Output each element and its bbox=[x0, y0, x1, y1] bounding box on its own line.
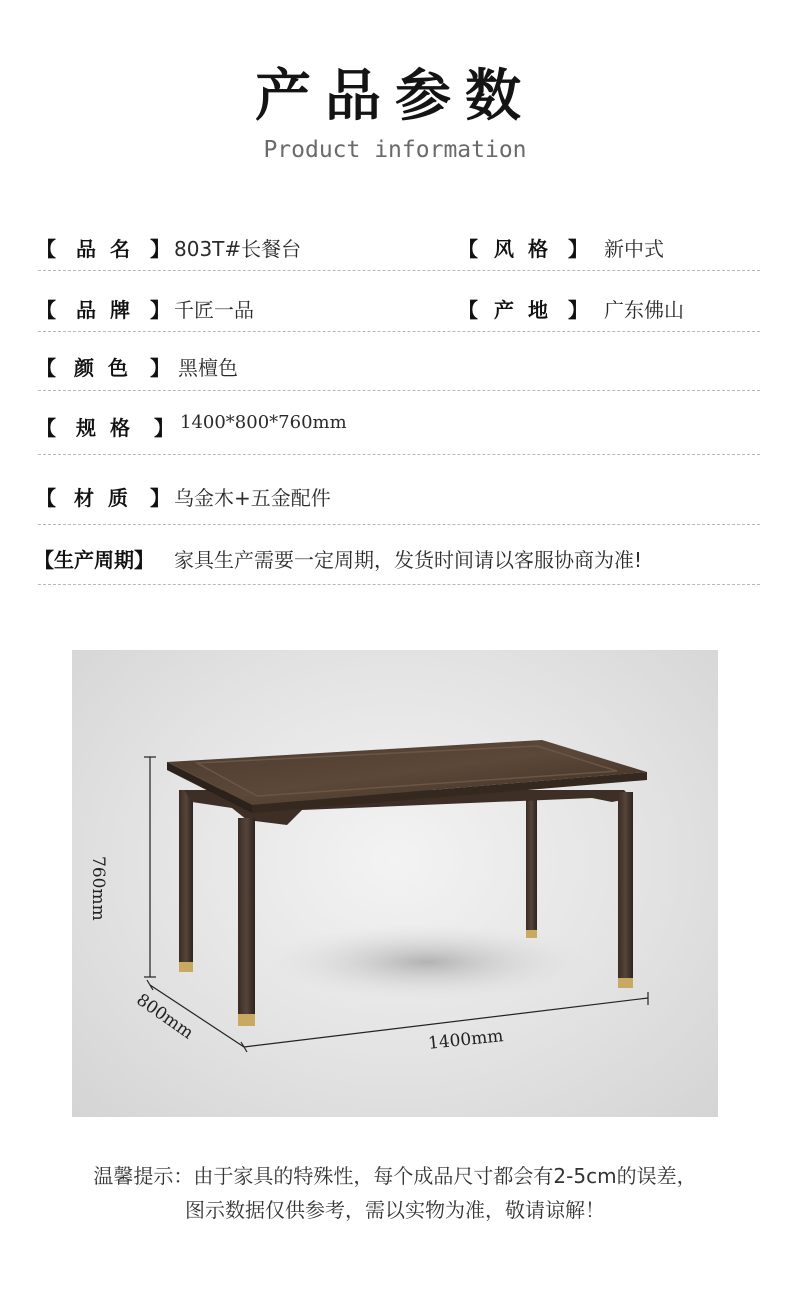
bracket-open: 【 bbox=[36, 237, 56, 261]
bracket-close: 】 bbox=[150, 298, 170, 322]
page-subtitle: Product information bbox=[263, 137, 527, 163]
spec-row-size bbox=[38, 402, 760, 455]
page-title: 产品参数 bbox=[255, 64, 535, 129]
bracket-close: 】 bbox=[150, 486, 170, 510]
spec-value-name: 803T#长餐台 bbox=[174, 237, 302, 261]
dimension-depth-label: 800mm bbox=[132, 990, 198, 1044]
bracket-open: 【 bbox=[36, 356, 56, 380]
spec-value-brand: 千匠一品 bbox=[174, 298, 254, 322]
bracket-open: 【 bbox=[36, 298, 56, 322]
spec-value-style: 新中式 bbox=[604, 237, 664, 261]
product-image bbox=[72, 650, 718, 1117]
spec-value-cycle: 家具生产需要一定周期，发货时间请以客服协商为准! bbox=[174, 548, 643, 572]
spec-label-cycle: 【生产周期】 bbox=[34, 548, 154, 572]
dimension-width-label: 1400mm bbox=[427, 1026, 505, 1054]
spec-value-material: 乌金木+五金配件 bbox=[174, 486, 331, 510]
spec-label-size: 规格 bbox=[76, 416, 144, 440]
spec-row-material bbox=[38, 470, 760, 525]
bracket-open: 【 bbox=[458, 237, 478, 261]
spec-label-origin: 产地 bbox=[494, 298, 562, 322]
notice-line-2: 图示数据仅供参考，需以实物为准，敬请谅解！ bbox=[185, 1198, 605, 1222]
spec-label-name: 品名 bbox=[76, 237, 144, 261]
spec-label-color: 颜色 bbox=[74, 356, 142, 380]
notice-line-1: 温馨提示：由于家具的特殊性，每个成品尺寸都会有2-5cm的误差， bbox=[93, 1164, 697, 1188]
spec-value-size: 1400*800*760mm bbox=[180, 412, 347, 433]
spec-row-brand bbox=[38, 283, 760, 332]
dimension-height-label: 760mm bbox=[88, 856, 108, 921]
spec-row-color bbox=[38, 342, 760, 391]
spec-value-origin: 广东佛山 bbox=[604, 298, 684, 322]
spec-row-cycle bbox=[34, 534, 760, 585]
table-illustration bbox=[72, 650, 718, 1117]
bracket-close: 】 bbox=[568, 298, 588, 322]
spec-label-brand: 品牌 bbox=[76, 298, 144, 322]
spec-label-style: 风格 bbox=[494, 237, 562, 261]
bracket-close: 】 bbox=[150, 237, 170, 261]
spec-value-color: 黑檀色 bbox=[178, 356, 238, 380]
bracket-close: 】 bbox=[154, 416, 174, 440]
spec-label-material: 材质 bbox=[74, 486, 142, 510]
bracket-close: 】 bbox=[568, 237, 588, 261]
bracket-open: 【 bbox=[36, 416, 56, 440]
spec-row-name bbox=[38, 222, 760, 271]
bracket-open: 【 bbox=[458, 298, 478, 322]
bracket-open: 【 bbox=[36, 486, 56, 510]
bracket-close: 】 bbox=[150, 356, 170, 380]
